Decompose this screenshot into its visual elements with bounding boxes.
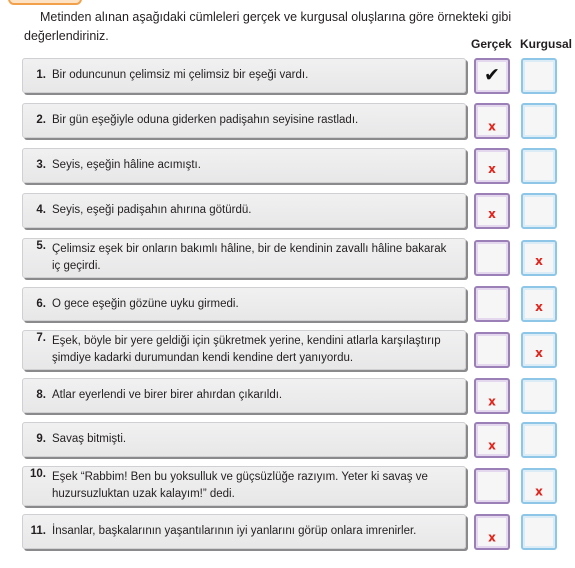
statement-box — [22, 287, 466, 321]
gercek-checkbox[interactable] — [474, 148, 510, 184]
kurgusal-checkbox[interactable] — [521, 468, 557, 504]
statement-text: İnsanlar, başkalarının yaşantılarının iyi yanlarını görüp onlara imrenirler. — [52, 525, 417, 537]
statement-box — [22, 422, 466, 457]
statement-number: 6. — [36, 297, 46, 310]
statement-text: Seyis, eşeğin hâline acımıştı. — [52, 159, 201, 171]
statement-text: Bir gün eşeğiyle oduna giderken padişahın seyisine rastladı. — [52, 114, 359, 126]
statement-row — [22, 193, 570, 228]
kurgusal-checkbox[interactable] — [521, 103, 557, 139]
statement-number: 8. — [36, 389, 46, 401]
statement-number: 1. — [36, 69, 46, 81]
column-header-kurgusal: Kurgusal — [520, 37, 573, 51]
x-mark-icon: x — [488, 119, 496, 134]
x-mark-icon: x — [535, 345, 543, 360]
check-mark-icon: ✔ — [484, 63, 500, 86]
x-mark-icon: x — [535, 253, 543, 268]
gercek-checkbox[interactable] — [474, 58, 510, 94]
statement-number: 9. — [36, 433, 46, 445]
statement-box — [22, 58, 466, 93]
statement-number: 7. — [36, 332, 46, 344]
statement-text: Eşek “Rabbim! Ben bu yoksulluk ve güçsüzlüğe razıyım. Yeter ki savaş ve huzursuzluktan uzak kalayım!” dedi. — [52, 471, 428, 500]
gercek-checkbox[interactable] — [474, 240, 510, 276]
x-mark-icon: x — [488, 530, 496, 545]
gercek-checkbox[interactable] — [474, 103, 510, 139]
x-mark-icon: x — [488, 161, 496, 176]
gercek-checkbox[interactable] — [474, 422, 510, 458]
statement-number: 2. — [36, 114, 46, 126]
x-mark-icon: x — [535, 484, 543, 499]
statement-number: 4. — [36, 204, 46, 216]
statement-number: 5. — [36, 240, 46, 252]
gercek-checkbox[interactable] — [474, 332, 510, 368]
statement-row — [22, 287, 570, 321]
x-mark-icon: x — [488, 438, 496, 453]
gercek-checkbox[interactable] — [474, 514, 510, 550]
statement-number: 11. — [30, 525, 46, 537]
statement-box — [22, 514, 466, 549]
statement-row — [22, 466, 570, 506]
statement-text: Bir oduncunun çelimsiz mi çelimsiz bir eşeği vardı. — [52, 69, 309, 81]
gercek-checkbox[interactable] — [474, 378, 510, 414]
statement-row — [22, 378, 570, 413]
column-header-gercek: Gerçek — [471, 37, 512, 51]
kurgusal-checkbox[interactable] — [521, 240, 557, 276]
kurgusal-checkbox[interactable] — [521, 286, 557, 322]
kurgusal-checkbox[interactable] — [521, 332, 557, 368]
statement-row — [22, 330, 570, 370]
statement-text: Savaş bitmişti. — [52, 433, 127, 445]
kurgusal-checkbox[interactable] — [521, 193, 557, 229]
gercek-checkbox[interactable] — [474, 286, 510, 322]
statement-text: O gece eşeğin gözüne uyku girmedi. — [52, 297, 239, 310]
gercek-checkbox[interactable] — [474, 468, 510, 504]
statement-box — [22, 466, 466, 506]
statement-row — [22, 58, 570, 93]
kurgusal-checkbox[interactable] — [521, 422, 557, 458]
kurgusal-checkbox[interactable] — [521, 378, 557, 414]
statement-row — [22, 238, 570, 278]
statement-box — [22, 193, 466, 228]
x-mark-icon: x — [535, 299, 543, 314]
statement-text: Çelimsiz eşek bir onların bakımlı hâline, bir de kendinin zavallı hâline bakarak iç geçirdi. — [52, 243, 447, 272]
statement-row — [22, 514, 570, 549]
kurgusal-checkbox[interactable] — [521, 58, 557, 94]
statement-box — [22, 148, 466, 183]
gercek-checkbox[interactable] — [474, 193, 510, 229]
statement-row — [22, 103, 570, 138]
statement-number: 3. — [36, 159, 46, 171]
statement-box — [22, 378, 466, 413]
statement-number: 10. — [30, 468, 46, 480]
instructions-text: Metinden alınan aşağıdaki cümleleri gerçek ve kurgusal oluşlarına göre örnekteki gibi değerlendiriniz. — [24, 10, 512, 43]
statement-box — [22, 103, 466, 138]
statement-box — [22, 238, 466, 278]
statement-row — [22, 148, 570, 183]
statement-box — [22, 330, 466, 370]
statement-row — [22, 422, 570, 457]
x-mark-icon: x — [488, 206, 496, 221]
statement-text: Atlar eyerlendi ve birer birer ahırdan çıkarıldı. — [52, 389, 283, 401]
x-mark-icon: x — [488, 394, 496, 409]
statement-text: Eşek, böyle bir yere geldiği için şükretmek yerine, kendini atlarla karşılaştırıp şimdiye kadarki durumundan kendi kendine dert yanıyordu. — [52, 335, 441, 364]
kurgusal-checkbox[interactable] — [521, 148, 557, 184]
kurgusal-checkbox[interactable] — [521, 514, 557, 550]
statement-text: Seyis, eşeği padişahın ahırına götürdü. — [52, 204, 252, 216]
